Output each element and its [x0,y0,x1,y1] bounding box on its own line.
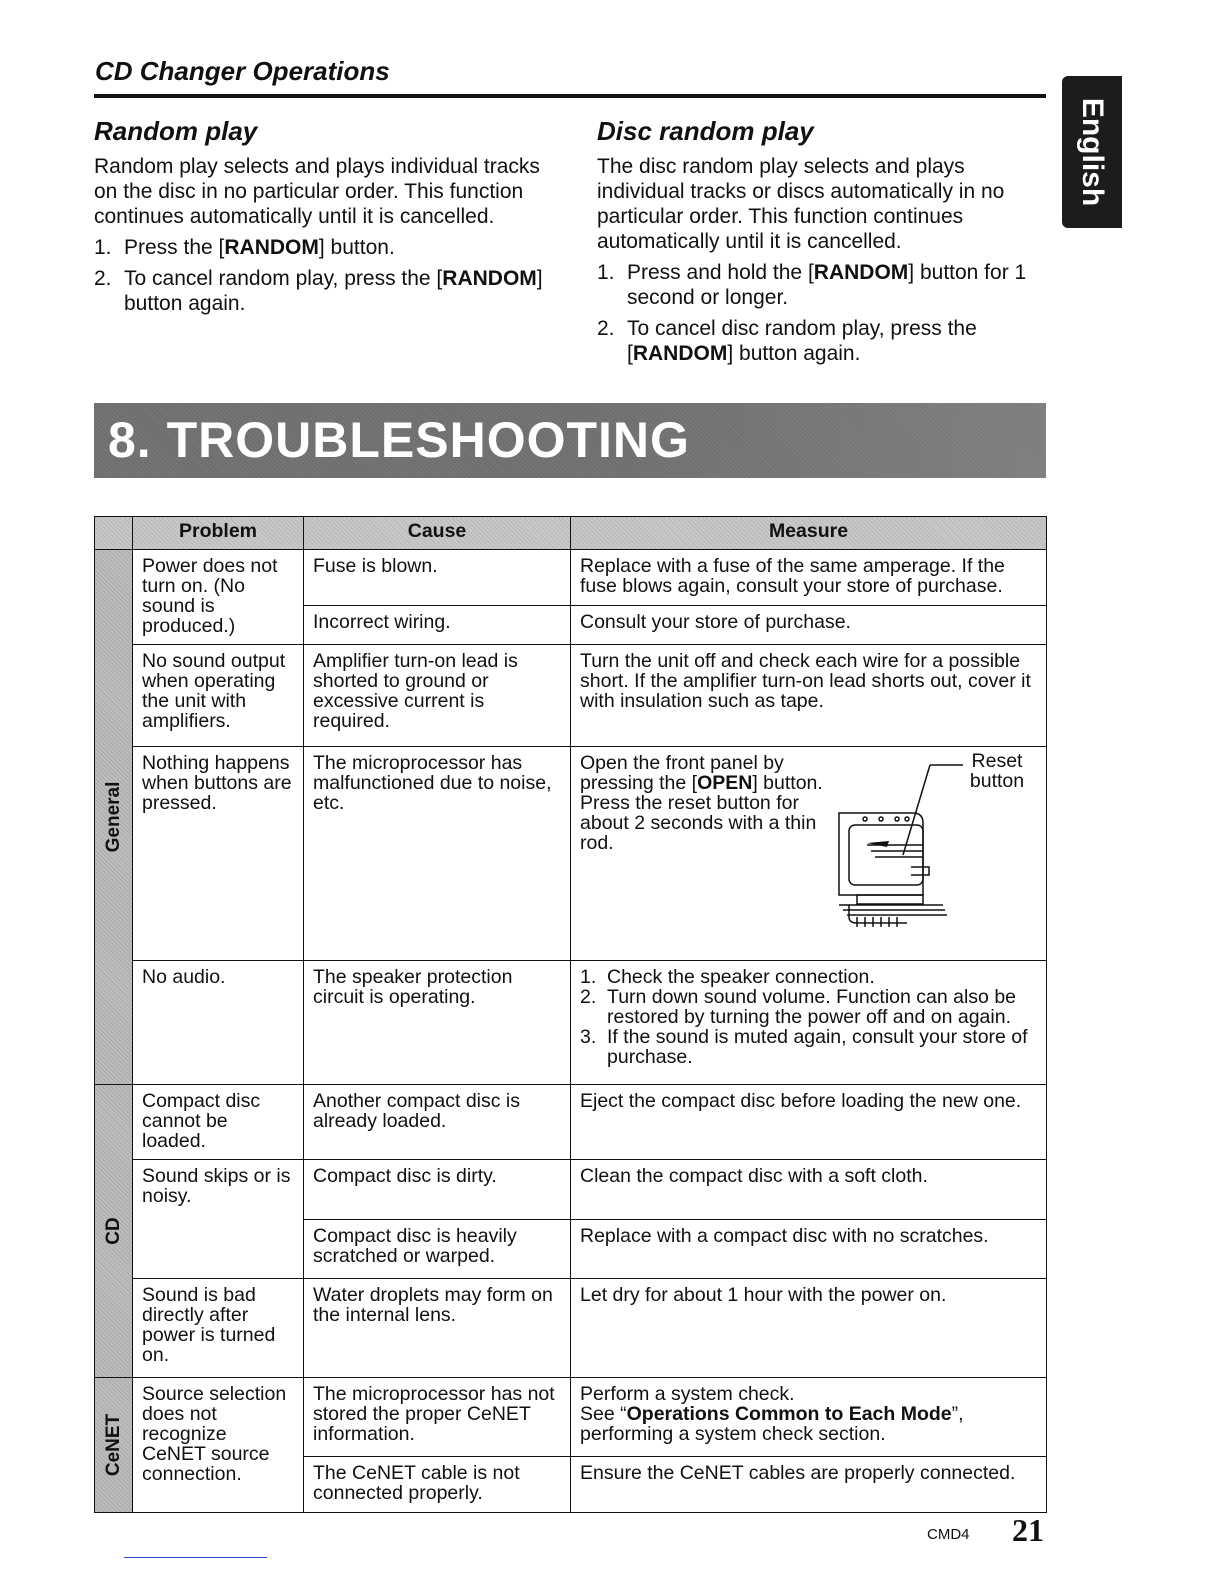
measure-text: See “ [580,1403,627,1425]
category-cenet [95,1378,133,1513]
problem-cell: No audio. [133,961,304,1085]
problem-cell: Sound is bad directly after power is turned on. [133,1279,304,1378]
table-row [95,550,1047,606]
table-row [95,645,1047,747]
open-key-label: OPEN [697,772,753,794]
disc-random-play-title: Disc random play [597,116,814,146]
step-number: 1. [597,261,615,284]
language-tab [1062,76,1122,228]
table-row [95,1085,1047,1160]
measure-text: Perform a system check. [580,1383,795,1405]
step-number: 2. [597,317,615,340]
table-row [95,1279,1047,1378]
disc-random-play-section [597,114,1037,372]
step-text: Press the [ [124,236,225,259]
random-key-label: RANDOM [813,261,909,284]
random-play-steps [94,235,554,316]
cause-cell: The microprocessor has malfunctioned due to noise, etc. [304,747,571,961]
reset-button-illustration [827,755,967,935]
reset-button-label: Reset button [969,750,1025,792]
random-play-step [94,266,554,316]
cause-cell: Water droplets may form on the internal lens. [304,1279,571,1378]
measure-cell: Turn the unit off and check each wire for a possible short. If the amplifier turn-on lead shorts out, cover it with insulation such as tape. [571,645,1047,747]
problem-cell: Compact disc cannot be loaded. [133,1085,304,1160]
problem-cell: Sound skips or is noisy. [133,1160,304,1279]
cause-cell: The CeNET cable is not connected properly. [304,1457,571,1513]
cause-cell: Amplifier turn-on lead is shorted to ground or excessive current is required. [304,645,571,747]
disc-random-play-step [597,260,1037,310]
random-key-label: RANDOM [224,236,319,259]
category-label: General [102,781,124,853]
cause-cell: The microprocessor has not stored the proper CeNET information. [304,1378,571,1457]
cross-reference-title: Operations Common to Each Mode [626,1403,952,1425]
column-header-problem: Problem [133,517,304,550]
step-text: To cancel disc random play, press the [ [627,317,977,365]
category-label: CD [102,1217,124,1245]
measure-list-item [580,1027,1037,1067]
header-rule [94,94,1046,98]
measure-text: Open the front panel by pressing the [ [580,752,784,794]
measure-list-item [580,967,1037,987]
step-number: 1. [94,236,112,259]
table-row [95,1160,1047,1220]
list-text: If the sound is muted again, consult your store of purchase. [607,1026,1028,1068]
category-header-cell [95,517,133,550]
random-play-title: Random play [94,116,258,146]
disc-random-play-step [597,316,1037,366]
measure-cell: Ensure the CeNET cables are properly connected. [571,1457,1047,1513]
column-header-measure: Measure [571,517,1047,550]
random-play-step [94,235,554,260]
measure-cell: Consult your store of purchase. [571,605,1047,644]
table-row [95,747,1047,961]
model-label: CMD4 [927,1526,970,1543]
step-text: ] button. [318,236,395,259]
troubleshooting-title: 8. TROUBLESHOOTING [108,412,690,468]
column-header-cause: Cause [304,517,571,550]
list-number: 2. [580,986,597,1008]
footer-link-underline [124,1557,267,1558]
disc-random-play-intro: The disc random play selects and plays individual tracks or discs automatically in no particular order. This function continues automatically until it is cancelled. [597,155,1005,253]
problem-cell: Source selection does not recognize CeNET source connection. [133,1378,304,1513]
measure-cell [571,1378,1047,1457]
cause-cell: Compact disc is heavily scratched or warped. [304,1220,571,1279]
measure-list-item [580,987,1037,1027]
section-header: CD Changer Operations [95,56,390,86]
random-play-intro: Random play selects and plays individual tracks on the disc in no particular order. This function continues automatically until it is cancelled. [94,155,540,228]
step-text: Press and hold the [ [627,261,814,284]
step-text: ] button again. [727,342,861,365]
troubleshooting-table [94,516,1047,1513]
troubleshooting-banner [94,403,1046,478]
page-number: 21 [1012,1512,1044,1548]
problem-cell: Nothing happens when buttons are pressed. [133,747,304,961]
list-number: 3. [580,1026,597,1048]
list-number: 1. [580,966,597,988]
cause-cell: Incorrect wiring. [304,605,571,644]
random-key-label: RANDOM [632,342,728,365]
measure-cell [571,961,1047,1085]
table-header-row [95,517,1047,550]
front-panel-icon [867,841,889,847]
step-number: 2. [94,267,112,290]
cause-cell: Another compact disc is already loaded. [304,1085,571,1160]
problem-cell: No sound output when operating the unit with amplifiers. [133,645,304,747]
cause-cell: The speaker protection circuit is operating. [304,961,571,1085]
step-text: To cancel random play, press the [ [124,267,443,290]
callout-leader-line [903,765,930,855]
list-text: Check the speaker connection. [607,966,875,988]
random-play-section [94,114,554,322]
measure-cell [571,747,1047,961]
table-row [95,961,1047,1085]
measure-text: ] button. Press the reset button for about 2 seconds with a thin rod. [580,772,823,854]
measure-cell: Clean the compact disc with a soft cloth. [571,1160,1047,1220]
front-panel-icon [839,813,947,927]
reset-instructions [580,753,830,853]
measure-text: ”, performing a system check section. [580,1403,964,1445]
cause-cell: Fuse is blown. [304,550,571,606]
disc-random-play-steps [597,260,1037,366]
step-text: ] button again. [124,267,543,315]
category-cd [95,1085,133,1378]
measure-cell: Replace with a fuse of the same amperage. If the fuse blows again, consult your store of purchase. [571,550,1047,606]
measure-cell: Eject the compact disc before loading the new one. [571,1085,1047,1160]
list-text: Turn down sound volume. Function can also be restored by turning the power off and on again. [607,986,1017,1028]
measure-cell: Replace with a compact disc with no scratches. [571,1220,1047,1279]
measure-cell: Let dry for about 1 hour with the power on. [571,1279,1047,1378]
problem-cell: Power does not turn on. (No sound is produced.) [133,550,304,645]
category-general [95,550,133,1085]
step-text: ] button for 1 second or longer. [627,261,1027,309]
measure-list [580,967,1037,1067]
language-tab-label: English [1076,97,1109,207]
random-key-label: RANDOM [442,267,537,290]
table-row [95,1378,1047,1457]
category-label: CeNET [102,1413,124,1477]
cause-cell: Compact disc is dirty. [304,1160,571,1220]
